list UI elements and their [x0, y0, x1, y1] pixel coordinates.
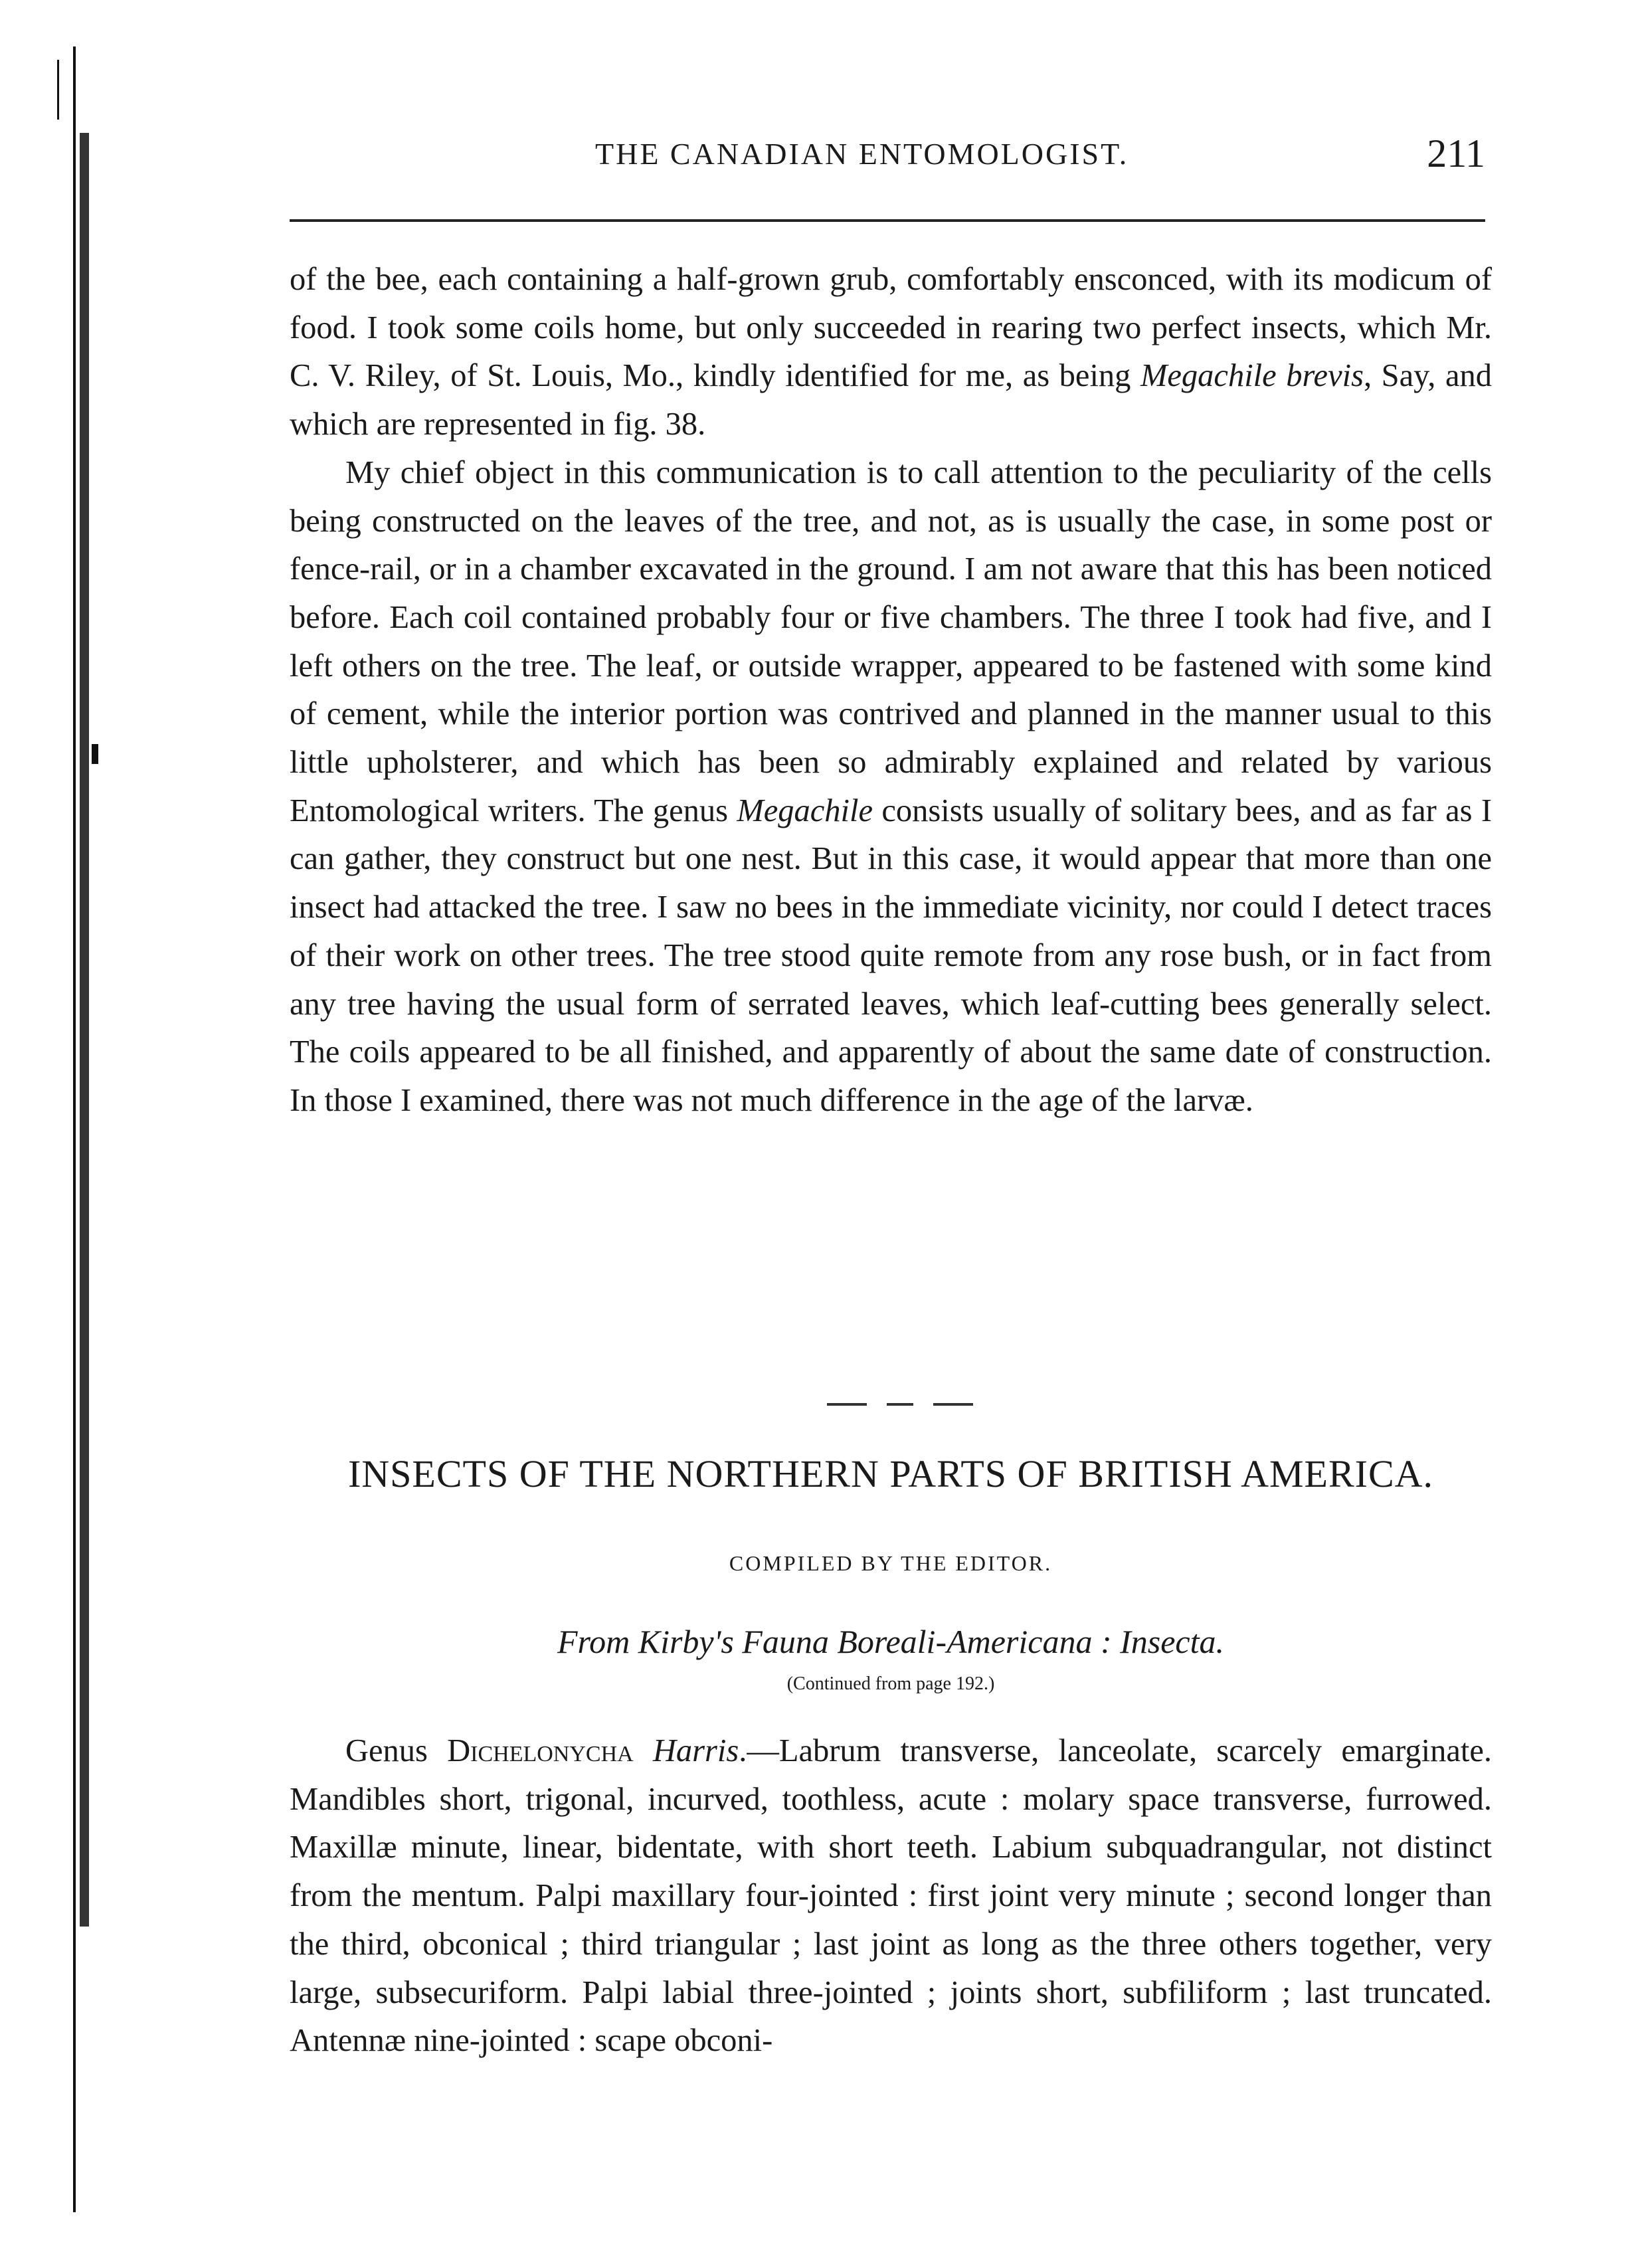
- byline: COMPILED BY THE EDITOR.: [729, 1551, 1053, 1575]
- page-header: [290, 132, 1498, 196]
- continued-note: (Continued from page 192.): [786, 1673, 995, 1694]
- source-citation: From Kirby's Fauna Boreali-Americana : Insecta.: [557, 1623, 1225, 1660]
- genus-heading: Dichelonycha: [447, 1733, 634, 1768]
- header-rule: [290, 219, 1485, 222]
- article-continuation: [290, 256, 1492, 1125]
- body-paragraph: Genus Dichelonycha Harris.—Labrum transverse, lanceolate, scarcely emarginate. Mandibles short, trigonal, incurved, toothless, acute : molary space transverse, furrowed. Maxillæ minute, linear, bidentate, with short teeth. Labium subquadrangular, not distinct from the mentum. Palpi maxillary four-jointed : first joint very minute ; second longer than the third, obconical ; third triangular ; last joint as long as the three others together, very large, subsecuriform. Palpi labial three-jointed ; joints short, subfiliform ; last truncated. Antennæ nine-jointed : scape obconi-: [290, 1733, 1492, 2059]
- binding-edge: [53, 40, 100, 2232]
- section-divider: [827, 1403, 973, 1406]
- body-paragraph: My chief object in this communication is to call attention to the peculiarity of the cells being constructed on the leaves of the tree, and not, as is usually the case, in some post or fence-rail, or in a chamber excavated in the ground. I am not aware that this has been noticed before. Each coil contained probably four or five chambers. The three I took had five, and I left others on the tree. The leaf, or outside wrapper, appeared to be fastened with some kind of cement, while the interior portion was contrived and planned in the manner usual to this little upholsterer, and which has been so admirably explained and related by various Entomological writers. The genus Megachile consists usually of solitary bees, and as far as I can gather, they construct but one nest. But in this case, it would appear that more than one insect had attacked the tree. I saw no bees in the immediate vicinity, nor could I detect traces of their work on other trees. The tree stood quite remote from any rose bush, or in fact from any tree having the usual form of serrated leaves, which leaf-cutting bees generally select. The coils appeared to be all finished, and apparently of about the same date of construction. In those I examined, there was not much difference in the age of the larvæ.: [290, 454, 1492, 1118]
- genus-name: Megachile: [737, 793, 873, 828]
- species-name: Megachile brevis: [1140, 358, 1364, 394]
- running-title: THE CANADIAN ENTOMOLOGIST.: [595, 137, 1129, 171]
- page-number: 211: [1427, 132, 1485, 175]
- genus-description: [290, 1727, 1492, 2065]
- body-paragraph: of the bee, each containing a half-grown grub, comfortably ensconced, with its modicum of food. I took some coils home, but only succeeded in rearing two perfect insects, which Mr. C. V. Riley, of St. Louis, Mo., kindly identified for me, as being Megachile brevis, Say, and which are represented in fig. 38.: [290, 262, 1492, 442]
- section-title: INSECTS OF THE NORTHERN PARTS OF BRITISH AMERICA.: [347, 1452, 1434, 1495]
- genus-author: Harris: [652, 1733, 739, 1768]
